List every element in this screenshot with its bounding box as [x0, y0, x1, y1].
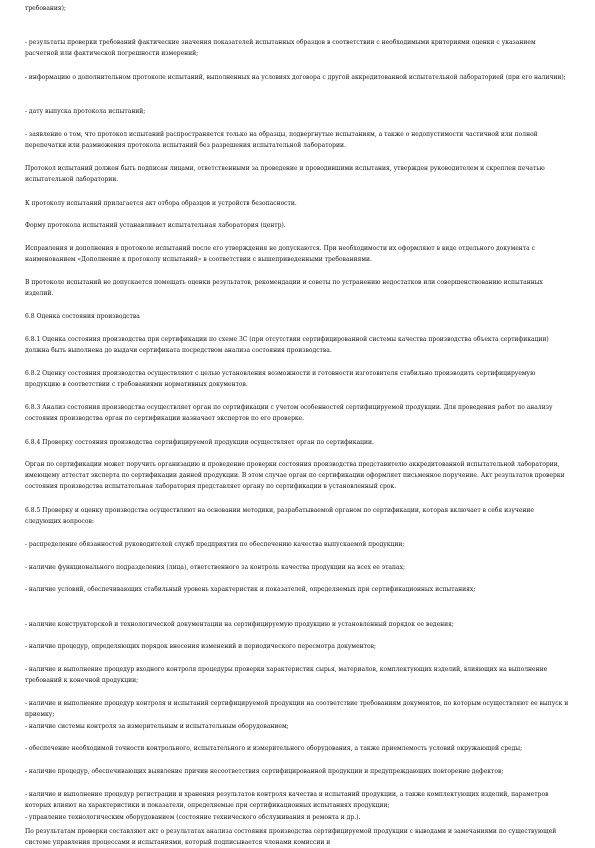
- list-item-functional-unit: - наличие функционального подразделения (лица), ответственного за контроль качества продукции на всех ее этапах;: [25, 564, 405, 571]
- list-item-accuracy: - обеспечение необходимой точности контрольного, испытательного и измерительного оборудования, а также приемлемость условий окружающей среды;: [25, 745, 523, 752]
- paragraph-test-results: - результаты проверки требований фактические значения показателей испытанных образцов в соответствии с необходимыми критериями оценки с указанием расчетной или фактической погрешности измерений;: [25, 39, 536, 57]
- paragraph-requirements-end: требования);: [25, 5, 67, 12]
- list-item-equipment-control: - наличие системы контроля за измерительным и испытательным оборудованием;: [25, 723, 289, 730]
- paragraph-6-8-4: 6.8.4 Проверку состояния производства сертифицируемой продукции осуществляет орган по сертификации.: [25, 439, 374, 446]
- paragraph-sampling-act: К протоколу испытаний прилагается акт отбора образцов и устройств безопасности.: [25, 200, 297, 207]
- paragraph-protocol-date: - дату выпуска протокола испытаний;: [25, 108, 146, 115]
- list-item-incoming-inspection: - наличие и выполнение процедур входного контроля процедуры проверки характеристик сырья, материалов, комплектующих изделий, влияющих на выполнение требований к конечной продукции;: [25, 666, 548, 684]
- paragraph-6-8-2: 6.8.2 Оценку состояния производства осуществляют с целью установления возможности и готовности изготовителя стабильно производить сертифицируемую продукцию в соответствии с требованиями нормативных документов.: [25, 370, 536, 388]
- paragraph-6-8-1: 6.8.1 Оценка состояния производства при сертификации по схеме 3С (при отсутствии сертифицированной системы качества производства объекта сертификации) должна быть выполнена до выдачи сертификата посредством анализа состояния производства.: [25, 336, 549, 354]
- paragraph-additional-protocol: - информацию о дополнительном протоколе испытаний, выполненных на условиях договора с другой аккредитованной испытательной лабораторией (при его наличии);: [25, 74, 566, 81]
- list-item-records: - наличие и выполнение процедур регистрации и хранения результатов контроля качества и испытаний продукции, а также комплектующих изделий, параметров которых влияют на характеристики и показатели, определяемые при сертификационных испытаниях продукции;: [25, 791, 549, 809]
- paragraph-corrections: Исправления и дополнения в протоколе испытаний после его утверждения не допускаются. При необходимости их оформляют в виде отдельного документа с наименованием «Дополнение к протоколу испытаний» в соответствии с вышеприведенными требованиями.: [25, 245, 535, 263]
- list-item-change-procedures: - наличие процедур, определяющих порядок внесения изменений и периодического пересмотра документов;: [25, 643, 376, 650]
- list-item-product-testing: - наличие и выполнение процедур контроля и испытаний сертифицируемой продукции на соответствие требованиям документов, по которым осуществляют ее выпуск и приемку;: [25, 700, 569, 718]
- paragraph-6-8-5: 6.8.5 Проверку и оценку производства осуществляют на основании методики, разрабатываемой органом по сертификации, которая включает в себя изучение следующих вопросов:: [25, 507, 534, 525]
- section-heading-6-8: 6.8 Оценка состояния производства: [25, 313, 140, 320]
- list-item-design-documentation: - наличие конструкторской и технологической документации на сертифицируемую продукцию и установленный порядок ее ведения;: [25, 621, 454, 628]
- paragraph-inspection-act: По результатам проверки составляют акт о результатах анализа состояния производства сертифицируемой продукции с выводами и замечаниями по существующей системе управления процессами и испытаниями, который подписывается членами комиссии и: [25, 828, 557, 846]
- list-item-nonconformity: - наличие процедур, обеспечивающих выявление причин несоответствия сертифицированной продукции и предупреждающих повторение дефектов;: [25, 768, 504, 775]
- list-item-stable-conditions: - наличие условий, обеспечивающих стабильный уровень характеристик и показателей, определяемых при сертификационных испытаниях;: [25, 586, 476, 593]
- paragraph-protocol-form: Форму протокола испытаний устанавливает испытательная лаборатория (центр).: [25, 222, 286, 229]
- paragraph-protocol-statement: - заявление о том, что протокол испытаний распространяется только на образцы, подвергнутые испытаниям, а также о недопустимости частичной или полной перепечатки или размножения протокола испытаний без разрешения испытательной лаборатории.: [25, 131, 538, 149]
- list-item-responsibilities: - распределение обязанностей руководителей служб предприятия по обеспечению качества выпускаемой продукции;: [25, 541, 405, 548]
- paragraph-no-recommendations: В протоколе испытаний не допускается помещать оценки результатов, рекомендации и советы по устранению недостатков или совершенствованию испытанных изделий.: [25, 279, 543, 297]
- paragraph-6-8-3: 6.8.3 Анализ состояния производства осуществляет орган по сертификации с учетом особенностей сертифицируемой продукции. Для проведения работ по анализу состояния производства орган по сертификации назначает экспертов по его проверке.: [25, 404, 553, 422]
- paragraph-protocol-signature: Протокол испытаний должен быть подписан лицами, ответственными за проведение и проводившими испытания, утвержден руководителем и скреплен печатью испытательной лаборатории.: [25, 165, 545, 183]
- paragraph-delegation: Орган по сертификации может поручить организацию и проведение проверки состояния производства представителю аккредитованной испытательной лаборатории, имеющему аттестат эксперта по сертификации данной продукции. В этом случае орган по сертификации оформляет письменное поручение. Акт результатов проверки состояния производства испытательная лаборатория представляет органу по сертификации в установленный срок.: [25, 461, 565, 490]
- list-item-equipment-management: - управление технологическим оборудованием (состояние технического обслуживания и ремонта и др.).: [25, 814, 361, 821]
